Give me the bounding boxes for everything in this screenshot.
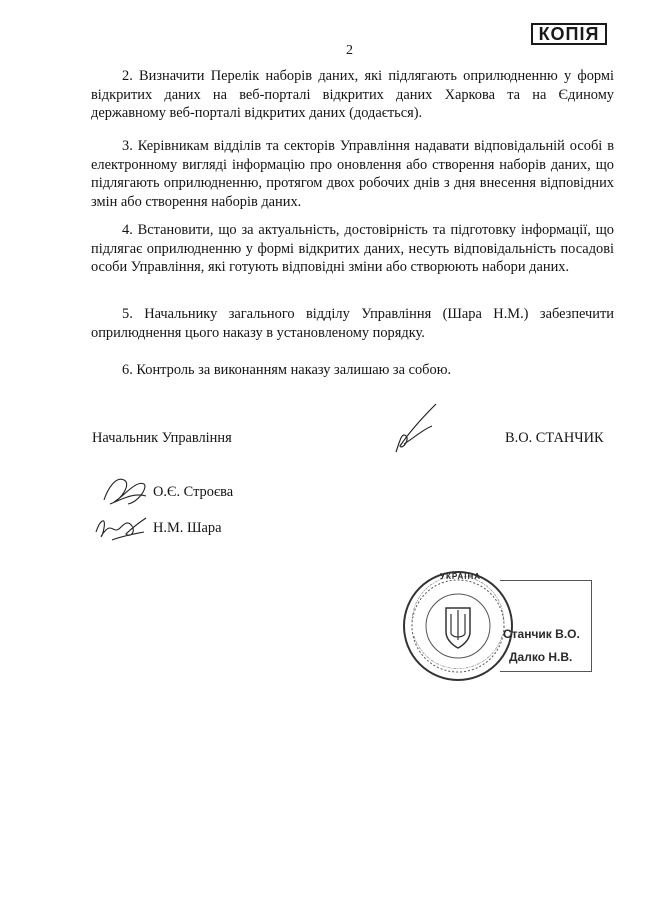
signatory-name: В.О. СТАНЧИК — [505, 430, 604, 446]
paragraph-6: 6. Контроль за виконанням наказу залишаю за собою. — [122, 362, 452, 378]
page-number: 2 — [346, 43, 353, 58]
signatory-title: Начальник Управління — [92, 430, 232, 446]
seal-line-2: Далко Н.В. — [509, 650, 573, 664]
seal-top-text: УКРАЇНА — [440, 572, 482, 581]
seal-line-1: Станчик В.О. — [503, 627, 580, 641]
paragraph-2: 2. Визначити Перелік наборів даних, які підлягають оприлюдненню у формі відкритих даних на веб-порталі відкритих даних Харкова та на Єдиному державному веб-порталі відкритих даних (додається). — [91, 68, 614, 121]
approver-signature-1 — [98, 470, 150, 510]
paragraph-3: 3. Керівникам відділів та секторів Управління надавати відповідальній особі в електронному вигляді інформацію про оновлення або створення наборів даних, що підлягають оприлюдненню, протягом двох робочих днів з дня внесення відповідних змін або створення наборів даних. — [91, 138, 614, 210]
official-seal — [402, 570, 514, 682]
approver-name-2: Н.М. Шара — [153, 520, 222, 536]
paragraph-4: 4. Встановити, що за актуальність, достовірність та підготовку інформації, що підлягає оприлюдненню у формі відкритих даних, несуть відповідальність посадові особи Управління, які готують відповідні зміни або створюють набори даних. — [91, 222, 614, 275]
head-signature — [388, 400, 448, 460]
approver-signature-2 — [92, 510, 150, 546]
paragraph-5: 5. Начальнику загального відділу Управління (Шара Н.М.) забезпечити оприлюднення цього наказу в установленому порядку. — [91, 306, 614, 341]
copy-stamp: КОПІЯ — [531, 23, 607, 45]
approver-name-1: О.Є. Строєва — [153, 484, 234, 500]
